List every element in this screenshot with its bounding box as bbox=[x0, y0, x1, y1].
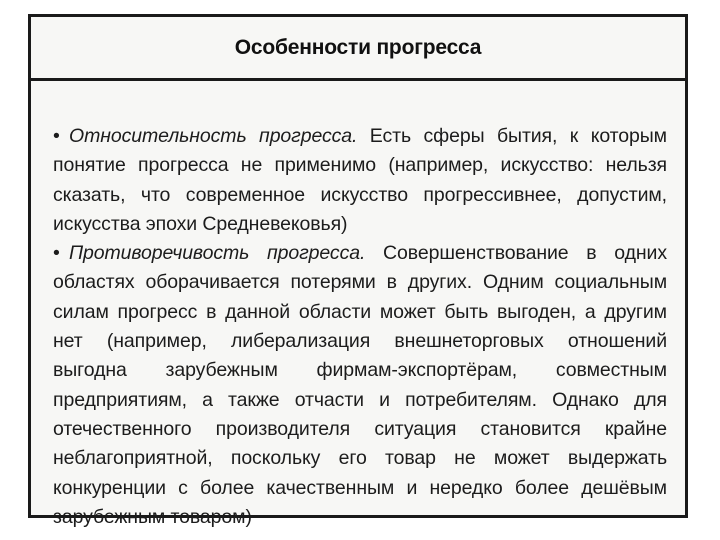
item-text: Есть сферы бытия, к которым понятие прогресса не применимо (например, искусство: нельзя сказать, что современное искусство прогрессивнее, допустим, искусства эпохи Средневековья) bbox=[53, 125, 667, 235]
item-text: Совершенствование в одних областях оборачивается потерями в других. Одним социальным силам прогресс в данной области может быть выгоден, а другим нет (например, либерализация внешнеторговых отношений выгодна зарубежным фирмам-экспортёрам, совместным предприятиям, а также отчасти и потребителям. Однако для отечественного производителя ситуация становится крайне неблагоприятной, поскольку его товар не может выдержать конкуренции с более качественным и нередко более дешёвым зарубежным товаром) bbox=[53, 242, 667, 528]
item-term: Относительность прогресса. bbox=[69, 125, 358, 147]
item-term: Противоречивость прогресса. bbox=[69, 242, 366, 265]
title-bar bbox=[31, 17, 685, 81]
bullet-icon: • bbox=[53, 125, 60, 147]
bullet-icon: • bbox=[53, 242, 60, 265]
page-title: Особенности прогресса bbox=[234, 35, 482, 59]
list-item bbox=[53, 122, 667, 239]
table-frame bbox=[28, 14, 688, 528]
content-body bbox=[31, 81, 685, 532]
list-item bbox=[53, 239, 667, 532]
